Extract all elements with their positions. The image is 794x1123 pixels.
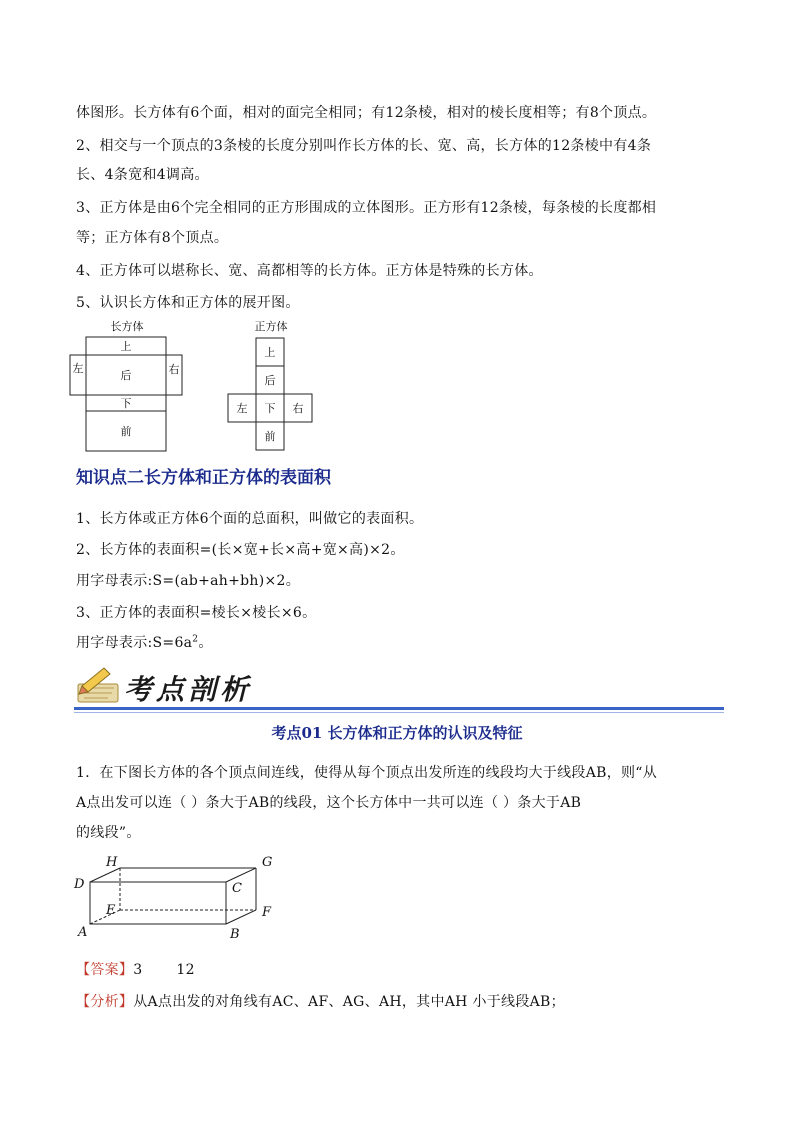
net-face-right: 右 <box>168 363 180 376</box>
pencil-icon <box>74 662 122 706</box>
text-line: 5、认识长方体和正方体的展开图。 <box>76 295 300 311</box>
text-line: 4、正方体可以堪称长、宽、高都相等的长方体。正方体是特殊的长方体。 <box>76 263 543 279</box>
formula-prefix: 用字母表示:S=6a <box>76 635 193 651</box>
cuboid-diagram <box>72 852 292 944</box>
net-title-cube: 正方体 <box>254 320 288 333</box>
question-line: A点出发可以连（ ）条大于AB的线段，这个长方体中一共可以连（ ）条大于AB <box>76 795 582 811</box>
net-face-bottom: 下 <box>264 402 276 415</box>
analysis-text: 从A点出发的对角线有AC、AF、AG、AH，其中AH 小于线段AB； <box>133 994 565 1010</box>
vertex-label-F: F <box>262 905 272 920</box>
net-face-front: 前 <box>120 425 132 438</box>
answer-value-2: 12 <box>176 962 195 978</box>
net-face-back: 后 <box>120 369 132 382</box>
net-face-left: 左 <box>236 402 248 415</box>
text-line: 长、4条宽和4调高。 <box>76 167 209 183</box>
text-line: 2、长方体的表面积=(长×宽+长×高+宽×高)×2。 <box>76 542 405 558</box>
vertex-label-D: D <box>74 877 85 892</box>
section-banner <box>74 660 724 716</box>
vertex-label-H: H <box>106 855 118 870</box>
vertex-label-C: C <box>232 881 242 896</box>
text-line: 用字母表示:S=(ab+ah+bh)×2。 <box>76 573 301 589</box>
topic-title: 考点01 长方体和正方体的认识及特征 <box>271 724 523 742</box>
formula-suffix: 。 <box>198 635 213 651</box>
net-face-left: 左 <box>72 362 84 375</box>
question-line: 的线段”。 <box>76 825 141 841</box>
answer-tag: 【答案】 <box>76 962 134 978</box>
net-face-top: 上 <box>120 340 132 353</box>
net-face-front: 前 <box>264 430 276 443</box>
nets-figure <box>66 316 326 456</box>
vertex-label-G: G <box>262 855 273 870</box>
formula-exponent: 2 <box>192 634 199 645</box>
banner-rule <box>74 707 724 710</box>
section-heading: 知识点二长方体和正方体的表面积 <box>76 468 331 488</box>
text-line: 1、长方体或正方体6个面的总面积，叫做它的表面积。 <box>76 511 424 527</box>
vertex-label-B: B <box>230 927 240 942</box>
text-line: 3、正方体的表面积=棱长×棱长×6。 <box>76 605 317 621</box>
analysis-line <box>76 991 565 1011</box>
net-title-cuboid: 长方体 <box>110 320 144 333</box>
text-line: 体图形。长方体有6个面，相对的面完全相同；有12条棱，相对的棱长度相等；有8个顶点。 <box>76 105 657 121</box>
net-face-right: 右 <box>292 402 304 415</box>
banner-title: 考点剖析 <box>124 673 253 706</box>
vertex-label-A: A <box>78 925 88 940</box>
text-line: 3、正方体是由6个完全相同的正方形围成的立体图形。正方形有12条棱，每条棱的长度都相 <box>76 200 657 216</box>
formula-line <box>76 632 213 652</box>
text-line: 等；正方体有8个顶点。 <box>76 230 229 246</box>
answer-value-1: 3 <box>133 962 143 978</box>
banner-rule-thin <box>74 712 724 713</box>
text-line: 2、相交与一个顶点的3条棱的长度分别叫作长方体的长、宽、高，长方体的12条棱中有4条 <box>76 138 652 154</box>
net-face-top: 上 <box>264 346 276 359</box>
vertex-label-E: E <box>106 903 116 918</box>
answer-line <box>76 959 195 979</box>
question-line: 1．在下图长方体的各个顶点间连线，使得从每个顶点出发所连的线段均大于线段AB，则“从 <box>76 765 658 781</box>
net-face-back: 后 <box>264 374 276 387</box>
net-face-bottom: 下 <box>120 397 132 410</box>
analysis-tag: 【分析】 <box>76 994 134 1010</box>
